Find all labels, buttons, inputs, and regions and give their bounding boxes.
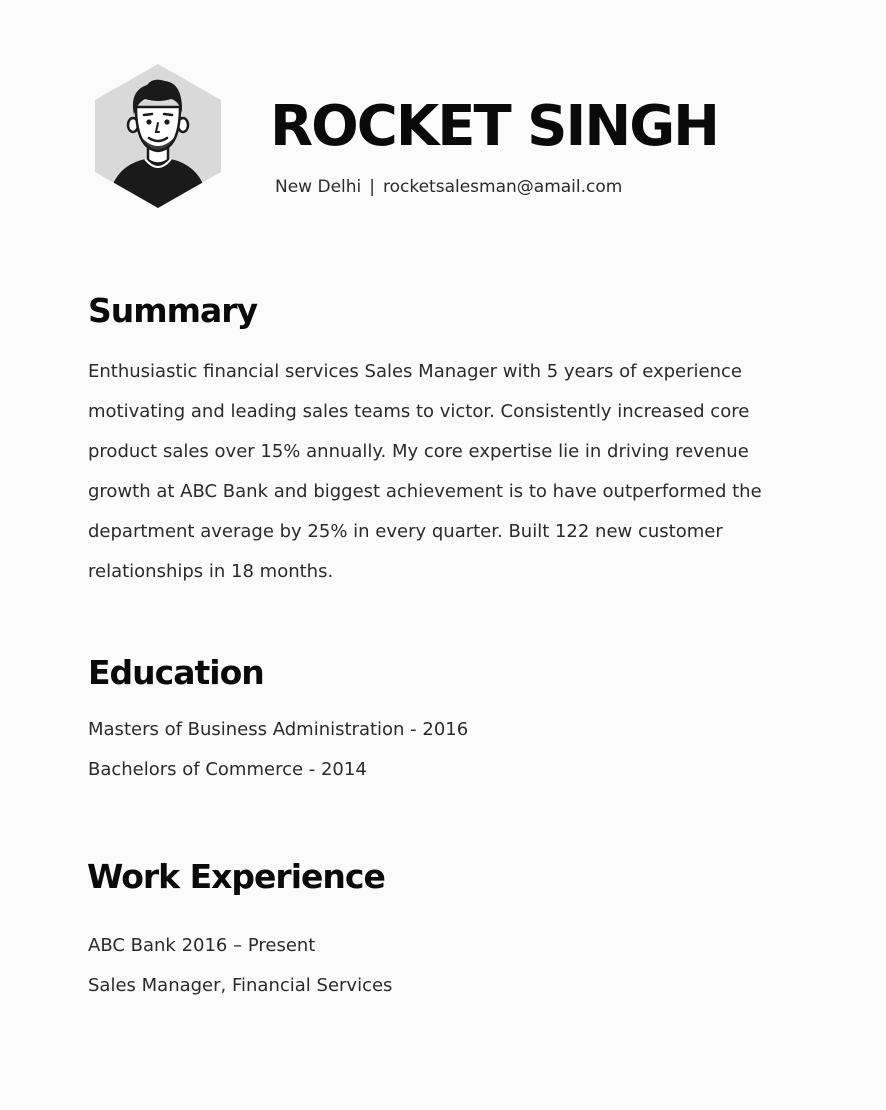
contact-line bbox=[275, 176, 622, 198]
work-experience-heading: Work Experience bbox=[87, 857, 385, 896]
education-list bbox=[88, 710, 468, 790]
education-item: Bachelors of Commerce - 2014 bbox=[88, 759, 367, 780]
work-role-line: Sales Manager, Financial Services bbox=[88, 975, 393, 996]
contact-separator: | bbox=[369, 177, 375, 197]
email-text: rocketsalesman@amail.com bbox=[383, 177, 623, 197]
education-item: Masters of Business Administration - 2016 bbox=[88, 719, 469, 740]
work-experience-list bbox=[88, 926, 392, 1006]
candidate-name: ROCKET SINGH bbox=[270, 94, 719, 159]
location-text: New Delhi bbox=[275, 177, 362, 197]
education-heading: Education bbox=[88, 653, 264, 692]
profile-avatar-icon bbox=[93, 63, 223, 209]
summary-paragraph: Enthusiastic financial services Sales Manager with 5 years of experience motivating and leading sales teams to victor. Consistently increased core product sales over 15% annually. My core expertise lie in driving revenue growth at ABC Bank and biggest achievement is to have outperformed the department average by 25% in every quarter. Built 122 new customer relationships in 18 months. bbox=[88, 361, 762, 582]
work-employer-line: ABC Bank 2016 – Present bbox=[88, 935, 316, 956]
summary-heading: Summary bbox=[88, 291, 258, 330]
